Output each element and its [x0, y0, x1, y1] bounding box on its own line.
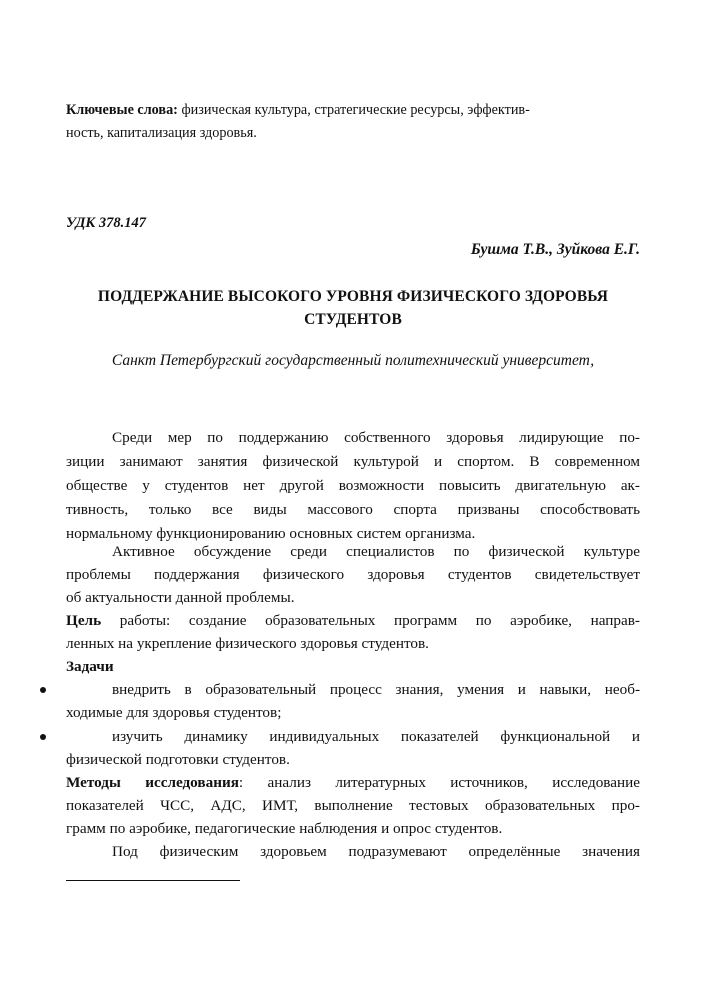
article-title-line-2: СТУДЕНТОВ: [304, 311, 402, 328]
last-paragraph-line: Под физическим здоровьем подразумевают определённые значения: [112, 843, 640, 860]
text-line: тивность, только все виды массового спорта призваны способствовать: [66, 501, 640, 518]
task-item-1-line-2: ходимые для здоровья студентов;: [66, 704, 282, 721]
udk-code: УДК 378.147: [66, 215, 146, 231]
text-line: нормальному функционированию основных систем организма.: [66, 525, 476, 542]
goal-label: Цель: [66, 612, 102, 629]
tasks-heading: Задачи: [66, 658, 114, 675]
text-line: Активное обсуждение среди специалистов по физической культуре: [112, 543, 640, 560]
methods-line-3: грамм по аэробике, педагогические наблюдения и опрос студентов.: [66, 820, 503, 837]
text-line: зиции занимают занятия физической культурой и спортом. В современном: [66, 453, 640, 470]
goal-line-1: [66, 611, 640, 631]
task-item-2-line-2: физической подготовки студентов.: [66, 751, 290, 768]
bullet-icon: [40, 727, 48, 735]
footnote-divider: [66, 880, 240, 881]
keywords-line-1: [66, 100, 646, 120]
bullet-icon: [40, 680, 48, 688]
methods-text: : анализ литературных источников, исследование: [238, 774, 640, 791]
text-line: об актуальности данной проблемы.: [66, 589, 295, 606]
authors: Бушма Т.В., Зуйкова Е.Г.: [470, 241, 640, 258]
goal-line-2: ленных на укрепление физического здоровья студентов.: [66, 635, 429, 652]
article-title-line-1: ПОДДЕРЖАНИЕ ВЫСОКОГО УРОВНЯ ФИЗИЧЕСКОГО ЗДОРОВЬЯ: [97, 288, 609, 305]
text-line: обществе у студентов нет другой возможности повысить двигательную ак-: [66, 477, 640, 494]
keywords-line-2: ность, капитализация здоровья.: [66, 125, 257, 141]
keywords-label: Ключевые слова:: [66, 102, 178, 118]
keywords-text: физическая культура, стратегические ресурсы, эффектив-: [177, 102, 530, 118]
task-item-2-line-1: изучить динамику индивидуальных показателей функциональной и: [112, 728, 640, 745]
methods-label: Методы исследования: [66, 774, 239, 791]
goal-text: работы: создание образовательных программ по аэробике, направ-: [101, 612, 640, 629]
text-line: проблемы поддержания физического здоровья студентов свидетельствует: [66, 566, 640, 583]
text-line: Среди мер по поддержанию собственного здоровья лидирующие по-: [112, 429, 640, 446]
affiliation: Санкт Петербургский государственный политехнический университет,: [111, 352, 595, 369]
task-item-1-line-1: внедрить в образовательный процесс знания, умения и навыки, необ-: [112, 681, 640, 698]
methods-line-2: показателей ЧСС, АДС, ИМТ, выполнение тестовых образовательных про-: [66, 797, 640, 814]
methods-line-1: [66, 773, 640, 793]
